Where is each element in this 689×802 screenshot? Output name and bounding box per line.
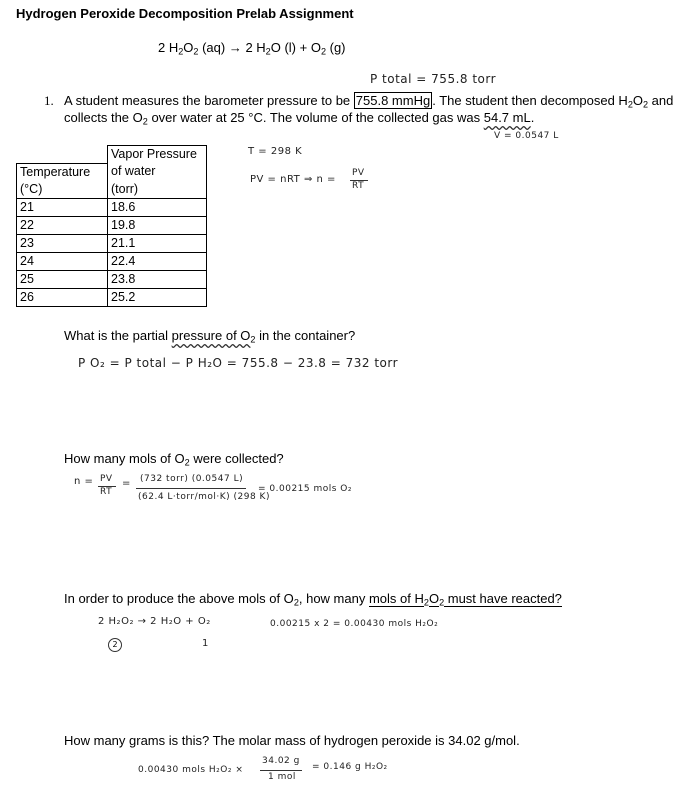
barometer-pressure-boxed: 755.8 mmHg bbox=[355, 93, 431, 108]
table-row: 22 19.8 bbox=[17, 216, 207, 234]
handwritten-p-total: P total = 755.8 torr bbox=[370, 72, 497, 86]
table-row: 23 21.1 bbox=[17, 234, 207, 252]
handwritten-n-numerator: (732 torr) (0.0547 L) bbox=[140, 474, 244, 484]
handwritten-temperature: T = 298 K bbox=[248, 146, 303, 157]
handwritten-molar-mass-num: 34.02 g bbox=[262, 756, 300, 766]
handwritten-molar-mass-den: 1 mol bbox=[268, 772, 296, 782]
gas-volume-underlined: 54.7 mL bbox=[483, 110, 531, 125]
table-row: 25 23.8 bbox=[17, 270, 207, 288]
question-mols-o2: How many mols of $O_2$ were collected? bbox=[64, 451, 284, 468]
question-partial-pressure: What is the partial pressure of $O_2$ in the container? bbox=[64, 328, 356, 345]
handwritten-equals: = bbox=[122, 478, 131, 489]
table-header-cell: Temperature bbox=[17, 163, 108, 181]
fraction-bar bbox=[136, 488, 246, 489]
handwritten-coefficient-2: 2 bbox=[108, 638, 122, 652]
question-1-line-1: A student measures the barometer pressure to be 755.8 mmHg . The student then decomposed $H_2O_2$ and bbox=[64, 93, 674, 110]
handwritten-n-result: = 0.00215 mols O₂ bbox=[258, 484, 352, 494]
table-row: 21 18.6 bbox=[17, 198, 207, 216]
page-title: Hydrogen Peroxide Decomposition Prelab Assignment bbox=[16, 6, 354, 21]
table-header-cell: (°C) bbox=[17, 181, 108, 199]
handwritten-fraction-numerator: PV bbox=[352, 168, 365, 178]
handwritten-n-pv: PV bbox=[100, 474, 113, 484]
table-row: 26 25.2 bbox=[17, 288, 207, 306]
table-row: 24 22.4 bbox=[17, 252, 207, 270]
fraction-bar bbox=[260, 770, 302, 771]
handwritten-n-label: n = bbox=[74, 476, 94, 487]
question-grams: How many grams is this? The molar mass of hydrogen peroxide is 34.02 g/mol. bbox=[64, 733, 520, 748]
question-mols-h2o2: In order to produce the above mols of $O_2$, how many mols of $H_2O_2$ must have reacted? bbox=[64, 591, 562, 608]
handwritten-fraction-denominator: RT bbox=[352, 181, 365, 191]
handwritten-grams-mols: 0.00430 mols H₂O₂ × bbox=[138, 765, 244, 775]
table-header-cell: (torr) bbox=[108, 181, 207, 199]
handwritten-ideal-gas-law: PV = nRT ⇒ n = bbox=[250, 174, 336, 185]
handwritten-h2o2-calc: 0.00215 x 2 = 0.00430 mols H₂O₂ bbox=[270, 619, 439, 629]
reaction-equation: 2 $H_2O_2$ (aq) → 2 $H_2O$ $(l) + O_2$ (g) bbox=[158, 40, 346, 57]
handwritten-grams-result: = 0.146 g H₂O₂ bbox=[312, 762, 388, 772]
table-header-cell: Vapor Pressure bbox=[108, 146, 207, 164]
question-1-line-2: collects the $O_2$ over water at 25 °C. The volume of the collected gas was 54.7 mL. bbox=[64, 110, 535, 127]
vapor-pressure-table bbox=[16, 145, 207, 307]
table-header-cell: of water bbox=[108, 163, 207, 181]
question-number: 1. bbox=[44, 93, 54, 108]
handwritten-coefficient-1: 1 bbox=[202, 638, 209, 649]
handwritten-reaction: 2 H₂O₂ → 2 H₂O + O₂ bbox=[98, 616, 211, 627]
table-header-cell bbox=[17, 146, 108, 164]
handwritten-volume-conversion: V = 0.0547 L bbox=[494, 131, 559, 141]
handwritten-n-rt: RT bbox=[100, 487, 113, 497]
handwritten-partial-pressure-calc: P O₂ = P total − P H₂O = 755.8 − 23.8 = 732 torr bbox=[78, 356, 399, 370]
handwritten-n-denominator: (62.4 L·torr/mol·K) (298 K) bbox=[138, 492, 270, 502]
